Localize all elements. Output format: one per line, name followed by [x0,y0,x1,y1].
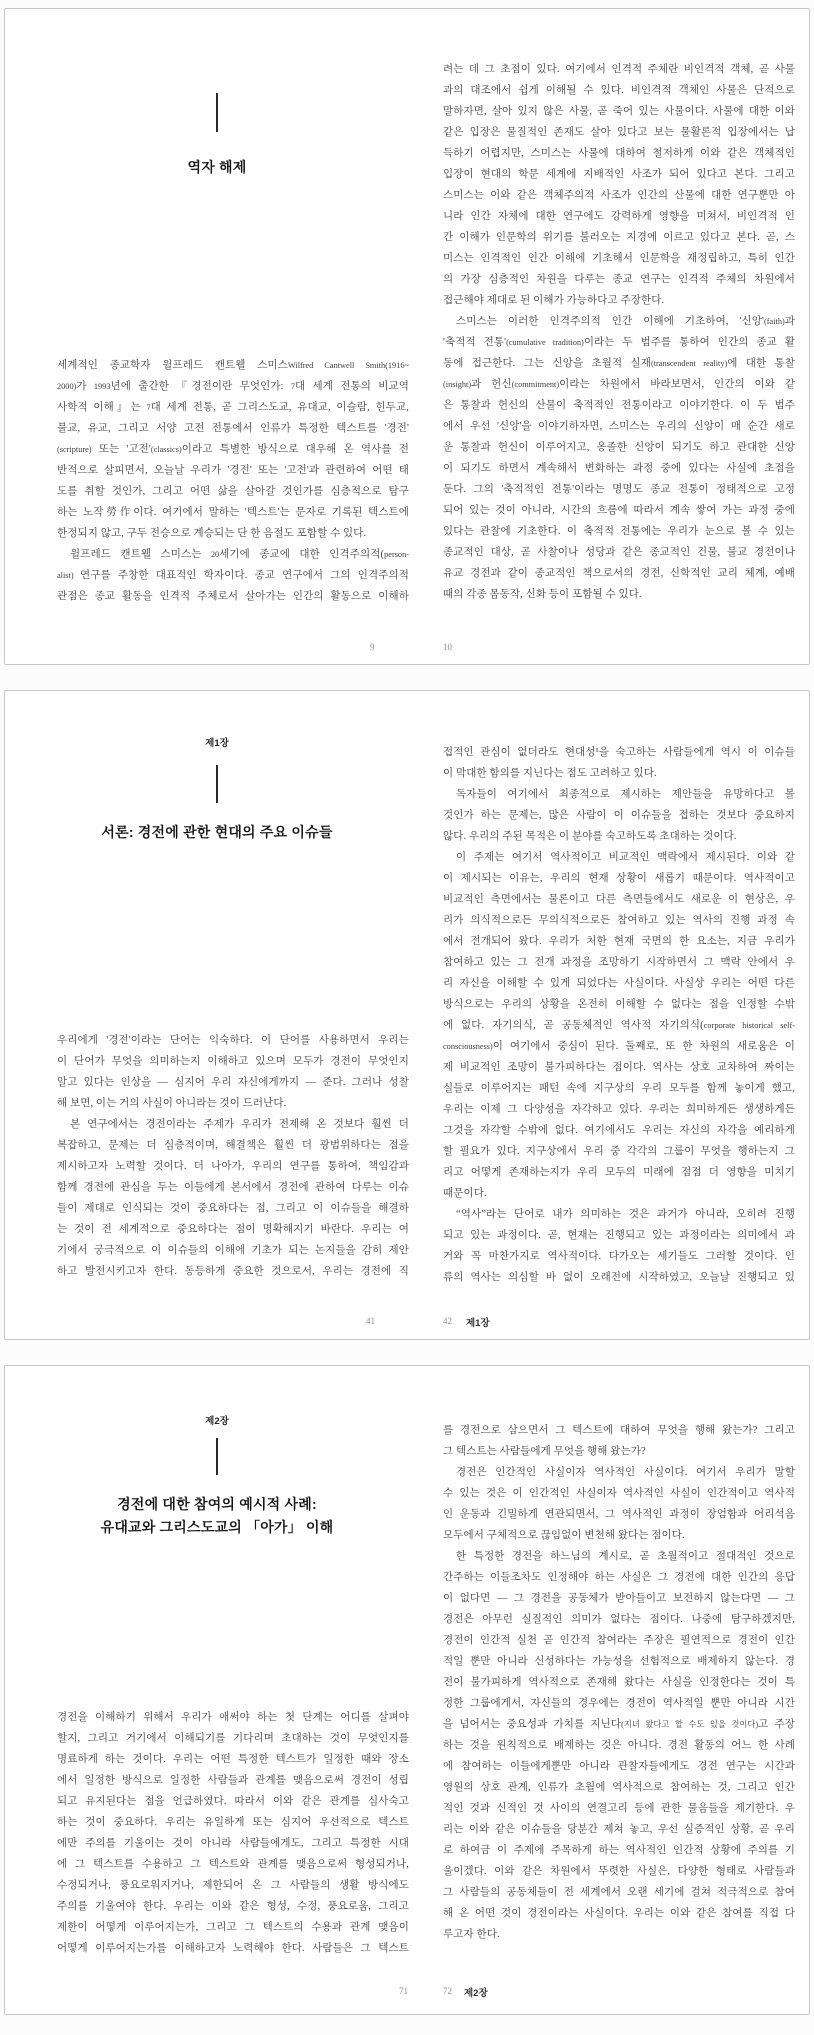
text-line: 복잡하고, 문제는 더 심층적이며, 해결책은 훨씬 더 광범위하다는 점을 [57,1140,409,1151]
page-left-body [57,355,409,607]
text-line: 간 이해가 인문학의 위기를 불러오는 지경에 이르고 있다고 본다. 곧, 스 [443,232,795,243]
text-line: 할지, 그리고 거기에서 이해되기를 기다리며 초대하는 것이 무엇인지를 [57,1733,409,1744]
text-line: 정한 그룹에게서, 자신들의 경우에는 경전이 역사적일 뿐만 아니라 시간 [443,1698,795,1709]
text-line: 미스는 인격적인 인간 이해에 기초해서 인문학을 재정립하고, 특히 인간 [443,253,795,264]
text-line: 경전이 인간적 실천 곧 인간적 참여라는 주장은 필연적으로 경전이 인간 [443,1635,795,1646]
text-line: 해 온 어떤 것이 경전이라는 사실이다. 우리는 이와 같은 참여를 직접 다 [443,1908,795,1919]
text-line: 접적인 관심이 없더라도 현대성¹을 숙고하는 사람들에게 역시 이 이슈들 [443,747,795,758]
text-line: 때의 각종 몸동작, 신화 등이 포함될 수 있다. [443,589,642,600]
text-line: 되어 있는 것이 아니라, 시간의 흐름에 따라서 계속 쌓여 가는 과정 중에 [443,505,795,516]
latin-inline-text: (cumulative tradition) [506,338,584,347]
chapter-label: 제1장 [205,738,229,749]
text-line: 거와 꼭 마찬가지로 역사적이다. 다가오는 세기들도 그러할 것이다. 인 [443,1251,795,1262]
latin-inline-text: 7 [290,382,296,391]
text-line: 도를 취할 것인가, 그리고 어떤 삶을 살아갈 것인가를 심층적으로 탐구 [57,486,409,497]
text-line: 반적으로 살피면서, 오늘날 우리가 '경전' 또는 '고전'과 관련하여 어떤 태 [57,465,409,476]
text-line: 알고 있다는 인상을 — 심지어 우리 자신에게까지 — 준다. 그러나 성찰 [57,1077,409,1088]
text-line: 제시하고자 노력할 것이다. 더 나아가, 우리의 연구를 통하여, 책임감과 [57,1161,409,1172]
text-line: 2000)가 1993년에 출간한 『경전이란 무엇인가: 7대 세계 전통의 비교역 [57,381,409,392]
text-line: 참여하고 있는 그 전개 과정을 조망하기 시작하면서 그 맥락 안에서 우 [443,957,795,968]
text-line: 울이겠다. 이와 같은 차원에서 뚜렷한 사실은, 다양한 형태로 사람들과 [443,1866,795,1877]
text-line: 한정되지 않고, 구두 전승으로 계승되는 단 한 음절도 포함할 수 있다. [57,528,367,539]
latin-inline-text: 2000) [57,382,77,391]
text-line: 관점은 종교 활동을 인격적 주체로서 살아가는 인간의 활동으로 이해하 [57,591,409,602]
text-line: 류의 역사는 의심할 바 없이 오래전에 시작하였고, 오늘날 진행되고 있 [443,1272,795,1283]
text-line: 영원의 상호 관계, 인류가 초월에 역사적으로 참여하는 것, 그리고 인간 [443,1782,795,1793]
text-line: 에만 주의를 기울이는 것이 아니라 사람들에게도, 그리고 특정한 시대 [57,1838,409,1849]
text-line: 이 제시되는 이유는, 우리의 현재 상황이 새롭기 때문이다. 역사적이고 [443,873,795,884]
page-right-body [443,1420,795,1945]
page-number-left: 71 [399,1986,408,1996]
page-right-body [443,59,795,605]
text-line: 들이 제대로 인식되는 것이 중요하다는 점, 그리고 이 이슈들을 해결하 [57,1203,409,1214]
text-line: 루고자 한다. [443,1929,500,1940]
text-line: 되고 유지된다는 점을 언급하였다. 따라서 이와 같은 관계를 심사숙고 [57,1796,409,1807]
chapter-label: 제2장 [205,1416,229,1427]
text-line: consciousness)이 여기에서 중심이 된다. 둘째로, 또 한 차원의 새로움은 이 [443,1041,795,1052]
text-line: 동에 접근한다. 그는 신앙을 초월적 실재(transcendent reality)에 대한 통찰 [443,358,795,369]
text-line: “역사”라는 단어로 내가 의미하는 것은 과거가 아니라, 오히려 진행 [456,1209,795,1220]
text-line: 경전을 이해하기 위해서 우리가 애써야 하는 첫 단계는 어디를 살펴야 [57,1712,409,1723]
divider-bar [216,765,218,803]
text-line: 않다. 우리의 주된 목적은 이 분야를 숙고하도록 초대하는 것이다. [443,831,737,842]
text-line: 어떻게 이루어지는가를 이해하고자 노력해야 한다. 사람들은 그 텍스트 [57,1943,409,1954]
footer-chapter-label: 제1장 [466,1318,490,1329]
text-line: 제한이 어떻게 이루어지는가, 그리고 그 텍스트의 수용과 관계 맺음이 [57,1922,409,1933]
text-line: 때문이다. [443,1188,487,1199]
page-number-left: 9 [370,642,375,652]
latin-inline-text: (transcendent reality) [650,359,728,368]
text-line: 득하기 어렵지만, 스미스는 사물에 대하여 철저하게 이와 같은 객체적인 [443,148,795,159]
text-line: 둔다. 그의 '축적적인 전통'이라는 명명도 종교 전통이 정태적으로 고정 [443,484,795,495]
text-line: 한 특정한 경전을 하느님의 계시로, 곧 초월적이고 절대적인 것으로 [456,1551,795,1562]
text-line: 제 비교적인 조망이 불가피하다는 점이다. 역사는 상호 교차하여 짜이는 [443,1062,795,1073]
latin-inline-text: 20 [210,550,220,559]
latin-inline-text: (commitment) [511,380,560,389]
divider-bar [216,93,218,132]
text-line: 해 보면, 이는 거의 사실이 아니라는 것이 드러난다. [57,1098,287,1109]
page-number-right: 10 [443,642,452,652]
text-line: 세계적인 종교학자 윌프레드 캔트웰 스미스Wilfred Cantwell Smith(1916~ [57,360,409,371]
text-line: 우리는 이제 그 다양성을 자각하고 있다. 우리는 희미하게든 생생하게든 [443,1104,795,1115]
spread-title [25,821,409,844]
text-line: 리고 어떻게 존재하는지가 우리 모두의 미래에 점점 더 영향을 미치기 [443,1167,795,1178]
text-line: 운 통찰과 헌신이 이루어지고, 옹졸한 신앙이 되기도 하고 관대한 신앙 [443,442,795,453]
text-line: 의 가장 심층적인 차원을 다루는 종교 연구는 인격적 주체의 차원에서 [443,274,795,285]
spread-title-line: 유대교와 그리스도교의 「아가」 이해 [100,1519,334,1535]
text-line: 경전은 인간적인 사실이자 역사적인 사실이다. 여기서 우리가 말할 [456,1467,795,1478]
text-line: 것인가 하는 문제는, 많은 사람이 이 이슈들을 접하는 것보다 중요하지 [443,810,795,821]
text-line: 에서 전개되어 왔다. 우리가 처한 현재 국면의 한 요소는, 지금 우리가 [443,936,795,947]
text-line: 모두에서 구체적으로 끊임없이 변천해 왔다는 점이다. [443,1530,685,1541]
text-line: 스미스는 이와 같은 객체주의적 사조가 인간의 산물에 대한 연구뿐만 아 [443,190,795,201]
text-line: 을 넘어서는 중요성과 가치를 지닌다(지녀 왔다고 할 수도 있을 것이다)고 주장 [443,1719,795,1730]
text-line: 수정되거나, 풍요로워지거나, 제한되어 온 그 사람들의 생활 방식에도 [57,1880,409,1891]
latin-inline-text: Wilfred Cantwell Smith(1916~ [287,361,409,370]
book-spread-card [4,690,810,1340]
text-line: 에 그 텍스트를 수용하고 그 텍스트와 관계를 맺음으로써 형성되거나, [57,1859,409,1870]
text-line: 사학적 이해』는 7대 세계 전통, 곧 그리스도교, 유대교, 이슬람, 힌두교, [57,402,409,413]
text-line: 니라 인간 자체에 대한 연구에도 강력하게 영향을 미쳐서, 비인격적 인 [443,211,795,222]
text-line: 하는 노작勞作이다. 여기에서 말하는 '텍스트'는 문자로 기록된 텍스트에 [57,507,409,518]
latin-inline-text: (insight) [443,380,472,389]
text-line: 우리에게 '경전'이라는 단어는 익숙하다. 이 단어를 사용하면서 우리는 [57,1035,409,1046]
text-line: 이 막대한 함의를 지닌다는 점도 고려하고 있다. [443,768,657,779]
text-line: 접근해야 제대로 된 이해가 가능하다고 주장한다. [443,295,665,306]
text-line: 함께 경전에 관심을 두는 이들에게 본서에서 경전에 관하여 다루는 이슈 [57,1182,409,1193]
text-line: 간주하는 이들조차도 인정해야 하는 사실은 그 경전에 대한 인간의 응답 [443,1572,795,1583]
text-line: 에 없다. 자기의식, 곧 공동체적인 역사적 자기의식(corporate historical self- [443,1020,795,1031]
text-line: 에 참여하는 이들에게뿐만 아니라 관찰자들에게도 경전 연구는 시간과 [443,1761,795,1772]
footer-chapter-label: 제2장 [464,1988,488,1999]
text-line: 로 하여금 이 주제에 주목하게 하는 역사적인 인간적 상황에 주의를 기 [443,1845,795,1856]
page-number-left: 41 [366,1316,375,1326]
book-spread-card [4,8,810,665]
page-left-body [57,1707,409,1959]
text-line: 에서 우선 '신앙'을 이야기하자면, 스미스는 우리의 신앙이 매 순간 새로 [443,421,795,432]
text-line: 수 있는 것은 이 인간적인 사실이자 역사적인 사실이 인간적이고 역사적 [443,1488,795,1499]
latin-inline-text: (scripture) [57,445,92,454]
text-line: 실들로 이루어지는 패턴 속에 지구상의 우리 모두를 함께 놓이게 했고, [443,1083,795,1094]
text-line: 그 텍스트는 사람들에게 무엇을 행해 왔는가? [443,1446,646,1457]
text-line: 은 통찰과 헌신의 산물이 축적적인 전통이라고 이야기한다. 이 두 범주 [443,400,795,411]
text-line: 비교적인 측면에서는 물론이고 다른 측면들에서도 새로운 이 현상은, 우 [443,894,795,905]
text-line: 이 되기도 하면서 계속해서 변화하는 과정 중에 있다는 사실에 초점을 [443,463,795,474]
text-line: 윌프레드 캔트웰 스미스는 20세기에 종교에 대한 인격주의적(person- [70,549,409,560]
page-left-body [57,1030,409,1282]
spread-title-line: 서론: 경전에 관한 현대의 주요 이슈들 [101,824,333,840]
book-spread-card [4,1365,810,2015]
text-line: 리는 이와 같은 이슈들을 당분간 제쳐 놓고, 우선 실증적인 상황, 곧 우리 [443,1824,795,1835]
text-line: 적일 뿐만 아니라 신성하다는 가능성을 선험적으로 배제하지 않는다. 경 [443,1656,795,1667]
text-line: 전이 불가피하게 역사적으로 존재해 왔다는 사실을 인정한다는 것이 특 [443,1677,795,1688]
text-line: 려는 데 그 초점이 있다. 여기에서 인격적 주체란 비인격적 객체, 곧 사물 [443,64,795,75]
text-line: 말하자면, 살아 있지 않은 사물, 곧 죽어 있는 사물이다. 사물에 대한 이와 [443,106,795,117]
latin-inline-text: 7 [146,403,151,412]
text-line: 그것을 자각할 수밖에 없다. 여기에서도 우리는 자신의 자각을 예리하게 [443,1125,795,1136]
page-right-body [443,742,795,1288]
text-line: 이 없다면 — 그 경전을 공동체가 받아들이고 보전하지 않는다면 — 그 [443,1593,795,1604]
page-number-right: 72 [443,1986,452,1996]
text-line: 있다는 관찰에 기초한다. 이 축적적 전통에는 우리가 눈으로 볼 수 있는 [443,526,795,537]
latin-inline-text: person- [384,550,409,559]
text-line: (scripture) 또는 '고전'(classics)이라고 특별한 방식으로 대우해 온 역사를 전 [57,444,409,455]
latin-inline-text: consciousness) [443,1042,493,1051]
text-line: 기에서 궁극적으로 이 이슈들의 이해에 기초가 되는 논지들을 감히 제안 [57,1245,409,1256]
text-line: 불교, 유교, 그리고 서양 고전 전통에서 인류가 특정한 텍스트를 '경전' [57,423,409,434]
text-line: alist) 연구를 주창한 대표적인 학자이다. 종교 연구에서 그의 인격주의적 [57,570,409,581]
text-line: 같은 입장은 물질적인 존재도 살아 있다고 보는 물활론적 입장에서는 납 [443,127,795,138]
text-line: 적인 것과 신적인 것 사이의 연결고리 등에 관한 물음들을 제기한다. 우 [443,1803,795,1814]
text-line: 하고 발전시키고자 한다. 동등하게 중요한 것으로서, 우리는 경전에 직 [57,1266,409,1277]
text-line: 경전은 아무런 실질적인 의미가 없다는 점이다. 나중에 탐구하겠지만, [443,1614,795,1625]
text-line: 이 주제는 여기서 역사적이고 비교적인 맥락에서 제시된다. 이와 같 [456,852,795,863]
text-line: 는 것이 전 세계적으로 중요하다는 점이 명확해지기 바란다. 우리는 여 [57,1224,409,1235]
spread-title [25,156,409,179]
text-line: 되고 있는 과정이다. 곧, 현재는 진행되고 있는 과정이라는 의미에서 과 [443,1230,795,1241]
text-line: 를 경전으로 삼으면서 그 텍스트에 대하여 무엇을 행해 왔는가? 그리고 [443,1425,795,1436]
text-line: 명료하게 하는 것이다. 우리는 어떤 특정한 텍스트가 일정한 때와 장소 [57,1754,409,1765]
text-line: 인 운동과 긴밀하게 연관되면서, 그 역사적인 과정이 장엄함과 어리석음 [443,1509,795,1520]
page-number-right: 42 [443,1316,452,1326]
spread-title [25,1493,409,1539]
text-line: 하는 것이 중요하다. 우리는 유일하게 또는 심지어 우선적으로 텍스트 [57,1817,409,1828]
spread-title-line: 역자 해제 [187,159,247,175]
text-line: 그 사람들의 공동체들이 전 세계에서 오랜 세기에 걸쳐 적극적으로 참여 [443,1887,795,1898]
text-line: 유교 경전과 같이 종교적인 책으로서의 경전, 신학적인 교리 체계, 예배 [443,568,795,579]
text-line: 리 자신을 이해할 수 있게 되었다는 사실이다. 사실상 우리는 어떤 다른 [443,978,795,989]
latin-inline-text: corporate historical self- [703,1021,795,1030]
latin-inline-text: (faith) [764,317,785,326]
text-line: 할 필요가 있다. 지구상에서 우리 중 각각의 그룹이 무엇을 행하는지 그 [443,1146,795,1157]
text-line: 스미스는 이러한 인격주의적 인간 이해에 기초하여, '신앙'(faith)과 [456,316,795,327]
latin-inline-text: 1993 [93,382,111,391]
text-line: 이 단어가 무엇을 의미하는지 이해하고 있으며 모두가 경전이 무엇인지 [57,1056,409,1067]
text-line: 종교적인 대상, 곧 사찰이나 성당과 같은 종교적인 건물, 불교 경전이나 [443,547,795,558]
divider-bar [216,1438,218,1475]
text-line: 리가 의식적으로든 무의식적으로든 참여하고 있는 역사의 진행 과정 속 [443,915,795,926]
text-line: 본 연구에서는 경전이라는 주제가 우리가 전제해 온 것보다 훨씬 더 [70,1119,409,1130]
text-line: 에서 일정한 방식으로 일정한 사람들과 관계를 맺음으로써 경전이 성립 [57,1775,409,1786]
text-line: '축적적 전통'(cumulative tradition)이라는 두 범주를 통하여 인간의 종교 활 [443,337,795,348]
spread-title-line: 경전에 대한 참여의 예시적 사례: [117,1496,317,1512]
text-line: 과의 대조에서 쉽게 이해될 수 있다. 비인격적 객체인 사물은 단적으로 [443,85,795,96]
text-line: (insight)과 헌신(commitment)이라는 차원에서 바라보면서, 인간의 이와 같 [443,379,795,390]
latin-inline-text: alist) [57,571,81,580]
text-line: 입장이 현대의 학문 세계에 지배적인 사조가 되어 있다고 본다. 그리고 [443,169,795,180]
latin-inline-text: (classics) [150,445,182,454]
text-line: 하는 것을 원칙적으로 배제하는 것은 아니다. 경전 활동의 어느 한 사례 [443,1740,795,1751]
text-line: 주의를 기울여야 한다. 우리는 이와 같은 형성, 수정, 풍요로움, 그리고 [57,1901,409,1912]
latin-inline-text: (지녀 왔다고 할 수도 있을 것이다) [621,1720,759,1729]
text-line: 방식으로는 우리의 상황을 온전히 이해할 수 없다는 점을 인정할 수밖 [443,999,795,1010]
text-line: 독자들이 여기에서 최종적으로 제시하는 제안들을 유망하다고 볼 [456,789,795,800]
